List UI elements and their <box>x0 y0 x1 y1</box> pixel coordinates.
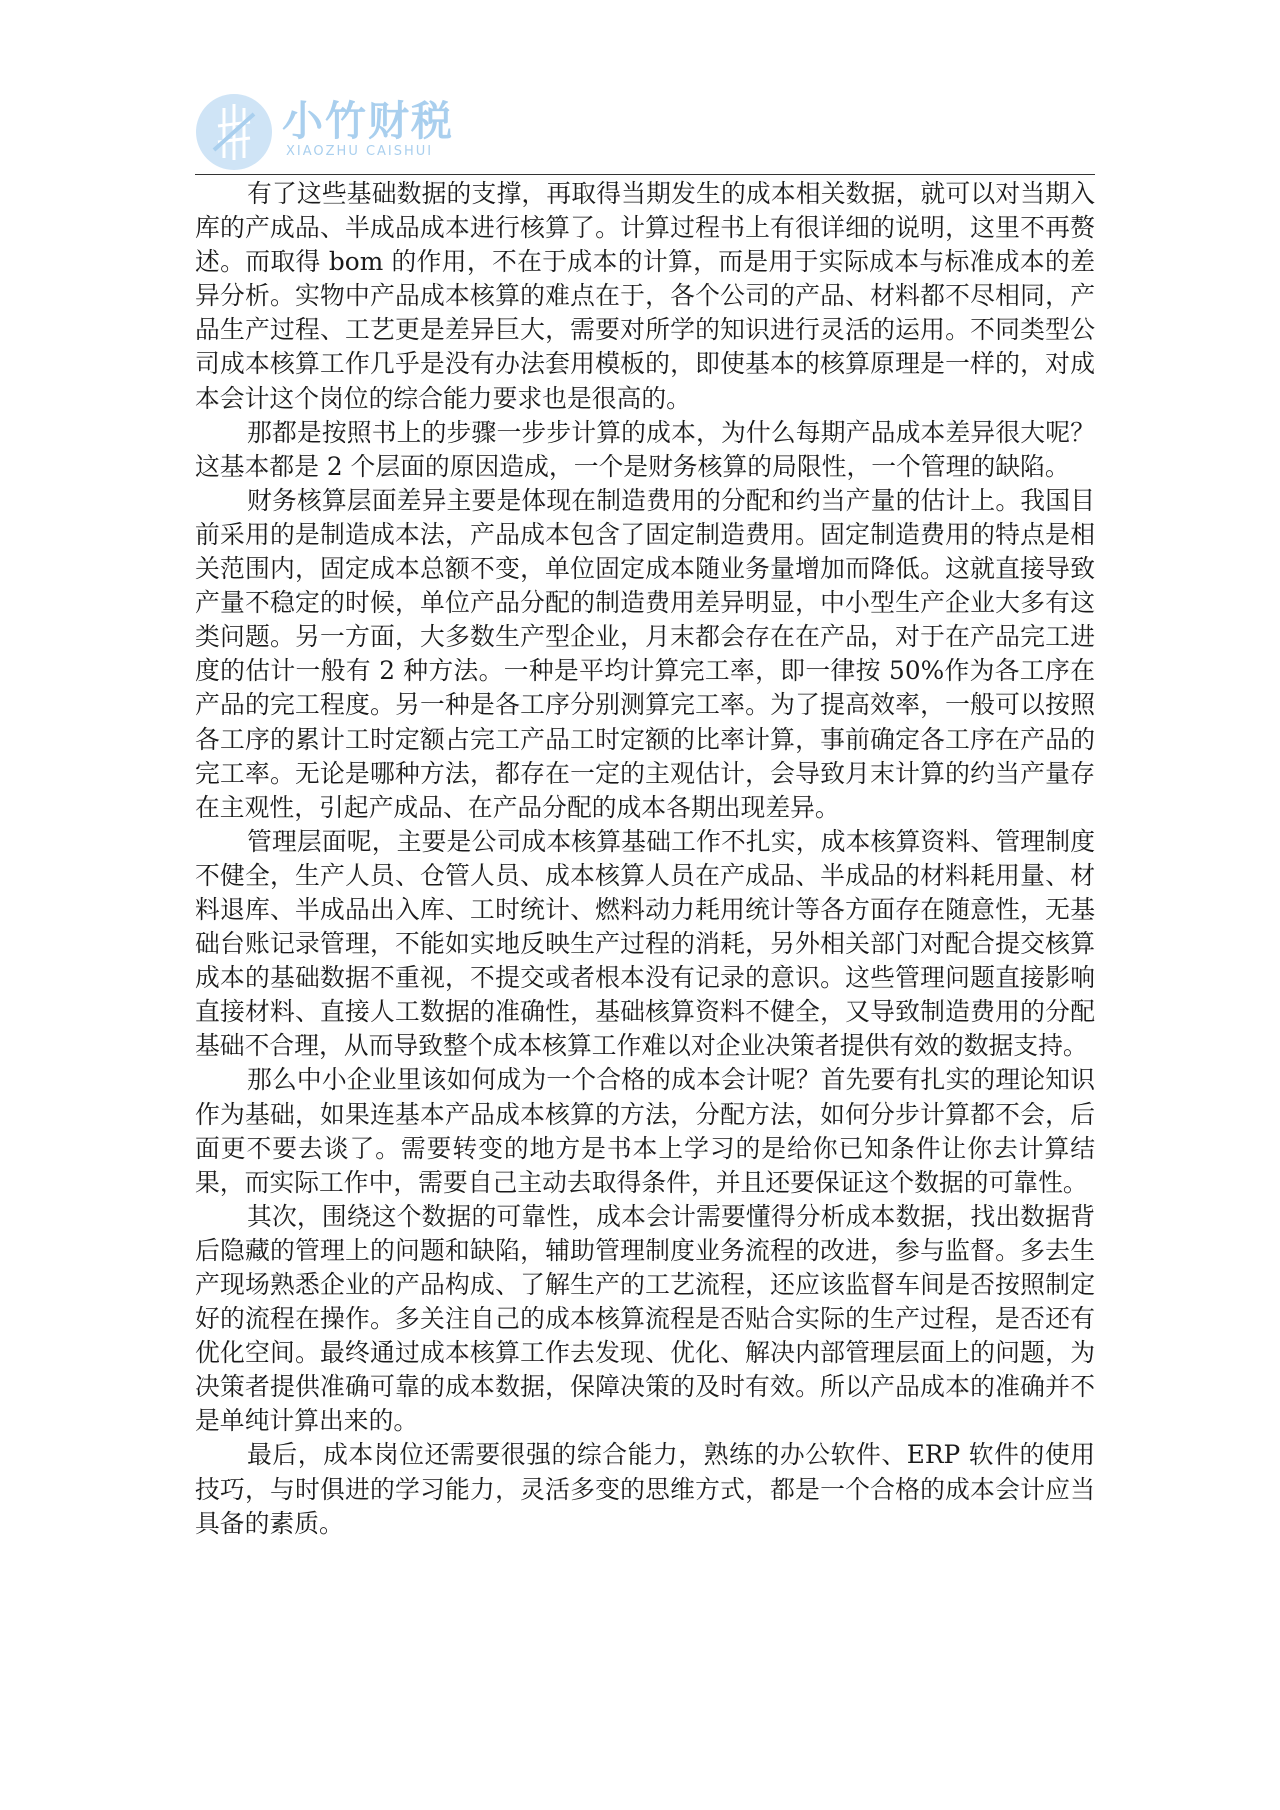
document-header <box>190 88 1090 174</box>
logo-chinese-text: 小竹财税 <box>282 97 454 145</box>
paragraph: 财务核算层面差异主要是体现在制造费用的分配和约当产量的估计上。我国目前采用的是制造成本法，产品成本包含了固定制造费用。固定制造费用的特点是相关范围内，固定成本总额不变，单位固定成本随业务量增加而降低。这就直接导致产量不稳定的时候，单位产品分配的制造费用差异明显，中小型生产企业大多有这类问题。另一方面，大多数生产型企业，月末都会存在在产品，对于在产品完工进度的估计一般有 2 种方法。一种是平均计算完工率，即一律按 50%作为各工序在产品的完工程度。另一种是各工序分别测算完工率。为了提高效率，一般可以按照各工序的累计工时定额占完工产品工时定额的比率计算，事前确定各工序在产品的完工率。无论是哪种方法，都存在一定的主观估计，会导致月末计算的约当产量存在主观性，引起产成品、在产品分配的成本各期出现差异。 <box>195 485 1095 822</box>
bamboo-logo-icon <box>194 92 274 172</box>
paragraph: 管理层面呢，主要是公司成本核算基础工作不扎实，成本核算资料、管理制度不健全，生产人员、仓管人员、成本核算人员在产成品、半成品的材料耗用量、材料退库、半成品出入库、工时统计、燃料动力耗用统计等各方面存在随意性，无基础台账记录管理，不能如实地反映生产过程的消耗，另外相关部门对配合提交核算成本的基础数据不重视，不提交或者根本没有记录的意识。这些管理问题直接影响直接材料、直接人工数据的准确性，基础核算资料不健全，又导致制造费用的分配基础不合理，从而导致整个成本核算工作难以对企业决策者提供有效的数据支持。 <box>195 826 1095 1061</box>
paragraph: 那么中小企业里该如何成为一个合格的成本会计呢？首先要有扎实的理论知识作为基础，如果连基本产品成本核算的方法，分配方法，如何分步计算都不会，后面更不要去谈了。需要转变的地方是书本上学习的是给你已知条件让你去计算结果，而实际工作中，需要自己主动去取得条件，并且还要保证这个数据的可靠性。 <box>195 1065 1095 1197</box>
logo-english-text: XIAOZHU CAISHUI <box>286 144 434 159</box>
paragraph: 那都是按照书上的步骤一步步计算的成本，为什么每期产品成本差异很大呢？这基本都是 2 个层面的原因造成，一个是财务核算的局限性，一个管理的缺陷。 <box>195 417 1095 481</box>
paragraph: 其次，围绕这个数据的可靠性，成本会计需要懂得分析成本数据，找出数据背后隐藏的管理上的问题和缺陷，辅助管理制度业务流程的改进，参与监督。多去生产现场熟悉企业的产品构成、了解生产的工艺流程，还应该监督车间是否按照制定好的流程在操作。多关注自己的成本核算流程是否贴合实际的生产过程，是否还有优化空间。最终通过成本核算工作去发现、优化、解决内部管理层面上的问题，为决策者提供准确可靠的成本数据，保障决策的及时有效。所以产品成本的准确并不是单纯计算出来的。 <box>195 1201 1095 1436</box>
header-divider <box>195 174 1095 175</box>
article-body <box>195 177 1095 1541</box>
paragraph: 有了这些基础数据的支撑，再取得当期发生的成本相关数据，就可以对当期入库的产成品、半成品成本进行核算了。计算过程书上有很详细的说明，这里不再赘述。而取得 bom 的作用，不在于成本的计算，而是用于实际成本与标准成本的差异分析。实物中产品成本核算的难点在于，各个公司的产品、材料都不尽相同，产品生产过程、工艺更是差异巨大，需要对所学的知识进行灵活的运用。不同类型公司成本核算工作几乎是没有办法套用模板的，即使基本的核算原理是一样的，对成本会计这个岗位的综合能力要求也是很高的。 <box>195 179 1095 413</box>
paragraph: 最后，成本岗位还需要很强的综合能力，熟练的办公软件、ERP 软件的使用技巧，与时俱进的学习能力，灵活多变的思维方式，都是一个合格的成本会计应当具备的素质。 <box>195 1440 1095 1538</box>
